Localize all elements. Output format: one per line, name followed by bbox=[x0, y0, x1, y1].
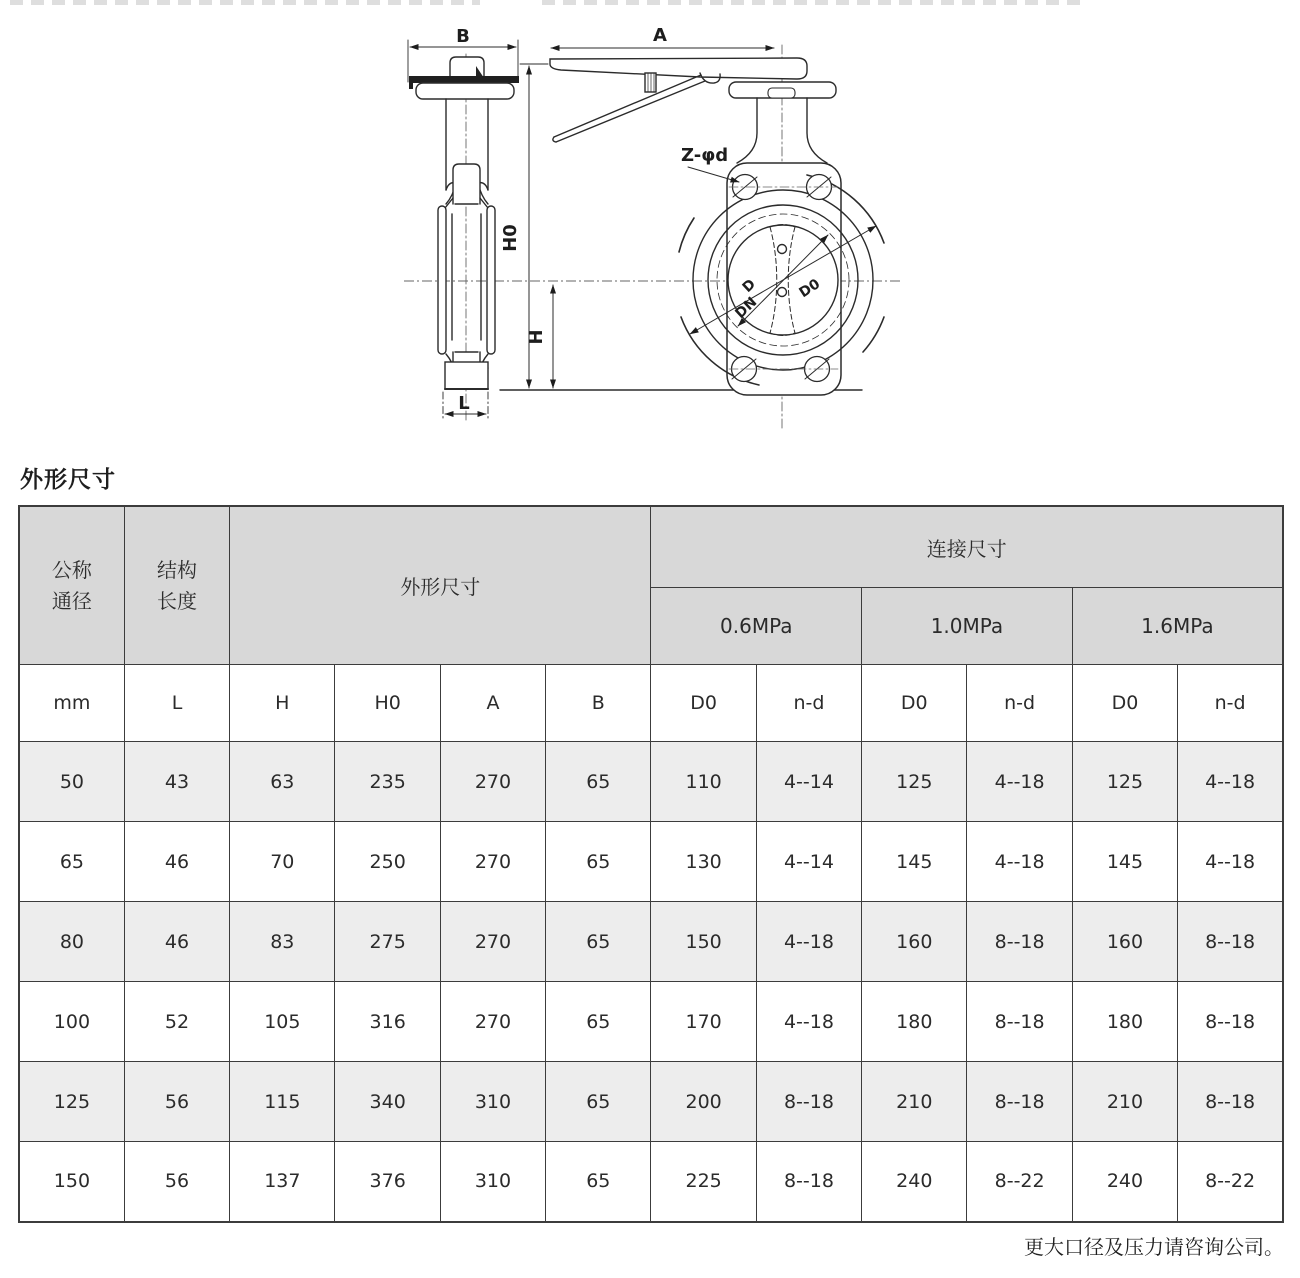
diameter-label-d: D bbox=[739, 276, 759, 296]
data-cell: 160 bbox=[862, 902, 967, 982]
data-cell: 125 bbox=[1072, 742, 1177, 822]
dim-label-l: L bbox=[458, 393, 470, 414]
unit-cell: n-d bbox=[756, 665, 861, 742]
header-nominal-diameter bbox=[19, 506, 124, 665]
unit-cell: n-d bbox=[1178, 665, 1283, 742]
table-row bbox=[19, 742, 1283, 822]
header-outline-dimensions: 外形尺寸 bbox=[230, 506, 651, 665]
clipped-top-text bbox=[10, 0, 1087, 7]
table-header bbox=[19, 506, 1283, 742]
data-cell: 110 bbox=[651, 742, 756, 822]
data-cell: 4--18 bbox=[1178, 822, 1283, 902]
data-cell: 125 bbox=[19, 1062, 124, 1142]
data-cell: 8--18 bbox=[967, 982, 1072, 1062]
data-cell: 210 bbox=[1072, 1062, 1177, 1142]
data-cell: 180 bbox=[1072, 982, 1177, 1062]
data-cell: 270 bbox=[440, 822, 545, 902]
data-cell: 270 bbox=[440, 902, 545, 982]
data-cell: 4--14 bbox=[756, 822, 861, 902]
data-cell: 43 bbox=[124, 742, 229, 822]
table-body bbox=[19, 742, 1283, 1222]
data-cell: 8--18 bbox=[756, 1062, 861, 1142]
section-title: 外形尺寸 bbox=[20, 467, 116, 493]
header-structure-length bbox=[124, 506, 229, 665]
data-cell: 376 bbox=[335, 1142, 440, 1222]
table-row bbox=[19, 902, 1283, 982]
data-cell: 65 bbox=[546, 742, 651, 822]
clipped-text-fragment bbox=[10, 0, 480, 5]
unit-cell: D0 bbox=[1072, 665, 1177, 742]
header-pressure-10: 1.0MPa bbox=[862, 588, 1073, 665]
data-cell: 145 bbox=[1072, 822, 1177, 902]
data-cell: 46 bbox=[124, 822, 229, 902]
table-row bbox=[19, 1142, 1283, 1222]
data-cell: 240 bbox=[862, 1142, 967, 1222]
dim-label-a: A bbox=[653, 25, 667, 46]
dimension-table bbox=[18, 505, 1284, 1223]
data-cell: 150 bbox=[19, 1142, 124, 1222]
data-cell: 50 bbox=[19, 742, 124, 822]
data-cell: 65 bbox=[546, 822, 651, 902]
data-cell: 46 bbox=[124, 902, 229, 982]
table-row bbox=[19, 822, 1283, 902]
data-cell: 65 bbox=[19, 822, 124, 902]
data-cell: 8--18 bbox=[967, 902, 1072, 982]
unit-cell: A bbox=[440, 665, 545, 742]
data-cell: 56 bbox=[124, 1062, 229, 1142]
data-cell: 8--18 bbox=[1178, 982, 1283, 1062]
front-view bbox=[550, 45, 884, 429]
data-cell: 8--22 bbox=[1178, 1142, 1283, 1222]
header-structure-line2: 长度 bbox=[156, 588, 197, 613]
data-cell: 65 bbox=[546, 1142, 651, 1222]
data-cell: 105 bbox=[230, 982, 335, 1062]
data-cell: 4--18 bbox=[756, 982, 861, 1062]
data-cell: 115 bbox=[230, 1062, 335, 1142]
data-cell: 65 bbox=[546, 982, 651, 1062]
data-cell: 160 bbox=[1072, 902, 1177, 982]
header-row-groups bbox=[19, 506, 1283, 588]
header-row-units bbox=[19, 665, 1283, 742]
data-cell: 65 bbox=[546, 902, 651, 982]
data-cell: 210 bbox=[862, 1062, 967, 1142]
unit-cell: H bbox=[230, 665, 335, 742]
data-cell: 4--18 bbox=[967, 822, 1072, 902]
data-cell: 180 bbox=[862, 982, 967, 1062]
data-cell: 63 bbox=[230, 742, 335, 822]
unit-cell: B bbox=[546, 665, 651, 742]
diameter-label-dn: DN bbox=[732, 294, 761, 322]
data-cell: 275 bbox=[335, 902, 440, 982]
data-cell: 310 bbox=[440, 1062, 545, 1142]
data-cell: 65 bbox=[546, 1062, 651, 1142]
data-cell: 52 bbox=[124, 982, 229, 1062]
data-cell: 8--18 bbox=[1178, 902, 1283, 982]
data-cell: 340 bbox=[335, 1062, 440, 1142]
data-cell: 225 bbox=[651, 1142, 756, 1222]
data-cell: 150 bbox=[651, 902, 756, 982]
data-cell: 200 bbox=[651, 1062, 756, 1142]
diameter-label-d0: D0 bbox=[796, 276, 824, 302]
data-cell: 170 bbox=[651, 982, 756, 1062]
dim-label-h0: H0 bbox=[500, 224, 521, 252]
data-cell: 56 bbox=[124, 1142, 229, 1222]
data-cell: 100 bbox=[19, 982, 124, 1062]
header-nominal-line1: 公称 bbox=[51, 557, 92, 582]
dim-label-h: H bbox=[526, 329, 547, 345]
data-cell: 310 bbox=[440, 1142, 545, 1222]
data-cell: 8--18 bbox=[967, 1062, 1072, 1142]
data-cell: 4--18 bbox=[756, 902, 861, 982]
technical-drawing bbox=[0, 8, 1300, 454]
header-nominal-line2: 通径 bbox=[51, 588, 92, 613]
data-cell: 270 bbox=[440, 742, 545, 822]
header-pressure-16: 1.6MPa bbox=[1072, 588, 1283, 665]
data-cell: 83 bbox=[230, 902, 335, 982]
table-row bbox=[19, 982, 1283, 1062]
data-cell: 4--18 bbox=[1178, 742, 1283, 822]
data-cell: 70 bbox=[230, 822, 335, 902]
unit-cell: D0 bbox=[862, 665, 967, 742]
bolt-spec-label: Z-φd bbox=[681, 145, 729, 166]
data-cell: 240 bbox=[1072, 1142, 1177, 1222]
footer-note: 更大口径及压力请咨询公司。 bbox=[1024, 1235, 1284, 1259]
data-cell: 235 bbox=[335, 742, 440, 822]
data-cell: 80 bbox=[19, 902, 124, 982]
data-cell: 250 bbox=[335, 822, 440, 902]
dim-label-b: B bbox=[456, 26, 470, 47]
data-cell: 4--14 bbox=[756, 742, 861, 822]
data-cell: 316 bbox=[335, 982, 440, 1062]
table-row bbox=[19, 1062, 1283, 1142]
data-cell: 125 bbox=[862, 742, 967, 822]
data-cell: 4--18 bbox=[967, 742, 1072, 822]
clipped-text-fragment bbox=[542, 0, 1087, 5]
unit-cell: n-d bbox=[967, 665, 1072, 742]
data-cell: 8--22 bbox=[967, 1142, 1072, 1222]
unit-cell: H0 bbox=[335, 665, 440, 742]
unit-cell: L bbox=[124, 665, 229, 742]
data-cell: 137 bbox=[230, 1142, 335, 1222]
data-cell: 8--18 bbox=[756, 1142, 861, 1222]
unit-cell: D0 bbox=[651, 665, 756, 742]
unit-cell: mm bbox=[19, 665, 124, 742]
data-cell: 145 bbox=[862, 822, 967, 902]
header-structure-line1: 结构 bbox=[156, 557, 197, 582]
data-cell: 8--18 bbox=[1178, 1062, 1283, 1142]
data-cell: 270 bbox=[440, 982, 545, 1062]
header-pressure-06: 0.6MPa bbox=[651, 588, 862, 665]
header-connection-dimensions: 连接尺寸 bbox=[651, 506, 1283, 588]
data-cell: 130 bbox=[651, 822, 756, 902]
